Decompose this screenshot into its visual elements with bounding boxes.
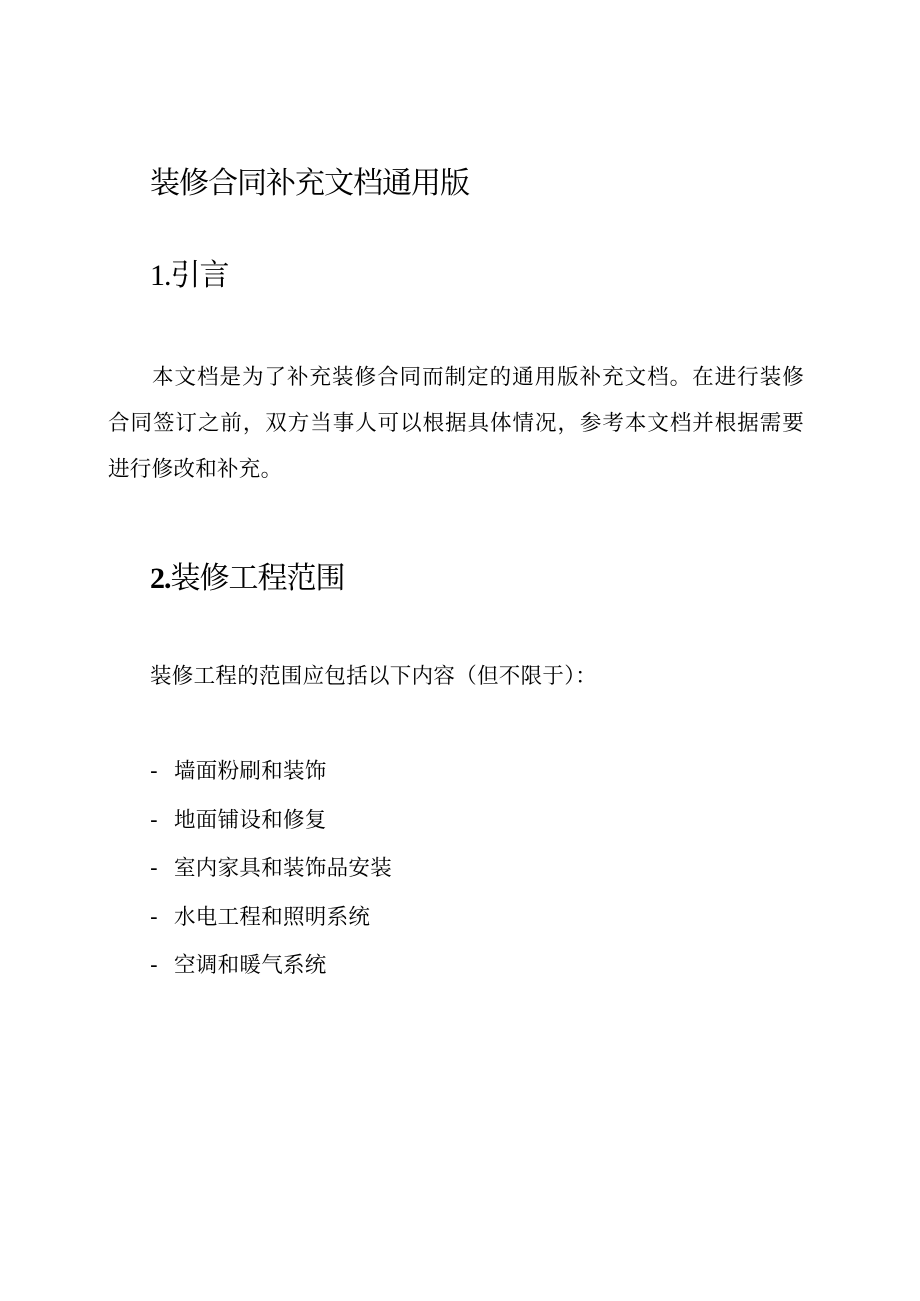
section-2-title: 装修工程范围 xyxy=(170,561,345,596)
list-item-text: 空调和暖气系统 xyxy=(174,953,327,978)
list-item xyxy=(150,849,392,898)
list-item xyxy=(150,946,392,995)
document-title: 装修合同补充文档通用版 xyxy=(150,166,469,201)
list-item-text: 室内家具和装饰品安装 xyxy=(174,856,393,881)
list-item xyxy=(150,898,392,947)
scope-list xyxy=(150,752,392,995)
list-bullet: - xyxy=(150,759,159,784)
section-1-number: 1. xyxy=(150,259,171,292)
list-bullet: - xyxy=(150,856,159,881)
list-bullet: - xyxy=(150,904,159,930)
section-1-paragraph: 本文档是为了补充装修合同而制定的通用版补充文档。在进行装修合同签订之前，双方当事人可以根据具体情况，参考本文档并根据需要进行修改和补充。 xyxy=(108,365,804,482)
list-item-text: 地面铺设和修复 xyxy=(174,807,327,833)
list-item-text: 水电工程和照明系统 xyxy=(174,904,371,930)
section-2-intro: 装修工程的范围应包括以下内容（但不限于）： xyxy=(150,664,598,689)
list-bullet: - xyxy=(150,953,159,978)
section-1-heading xyxy=(150,256,229,296)
list-item-text: 墙面粉刷和装饰 xyxy=(174,759,327,784)
section-2-number: 2. xyxy=(150,562,171,595)
section-2-heading xyxy=(150,559,345,599)
section-1-title: 引言 xyxy=(170,258,229,293)
list-bullet: - xyxy=(150,807,159,833)
list-item xyxy=(150,801,392,850)
list-item xyxy=(150,752,392,801)
